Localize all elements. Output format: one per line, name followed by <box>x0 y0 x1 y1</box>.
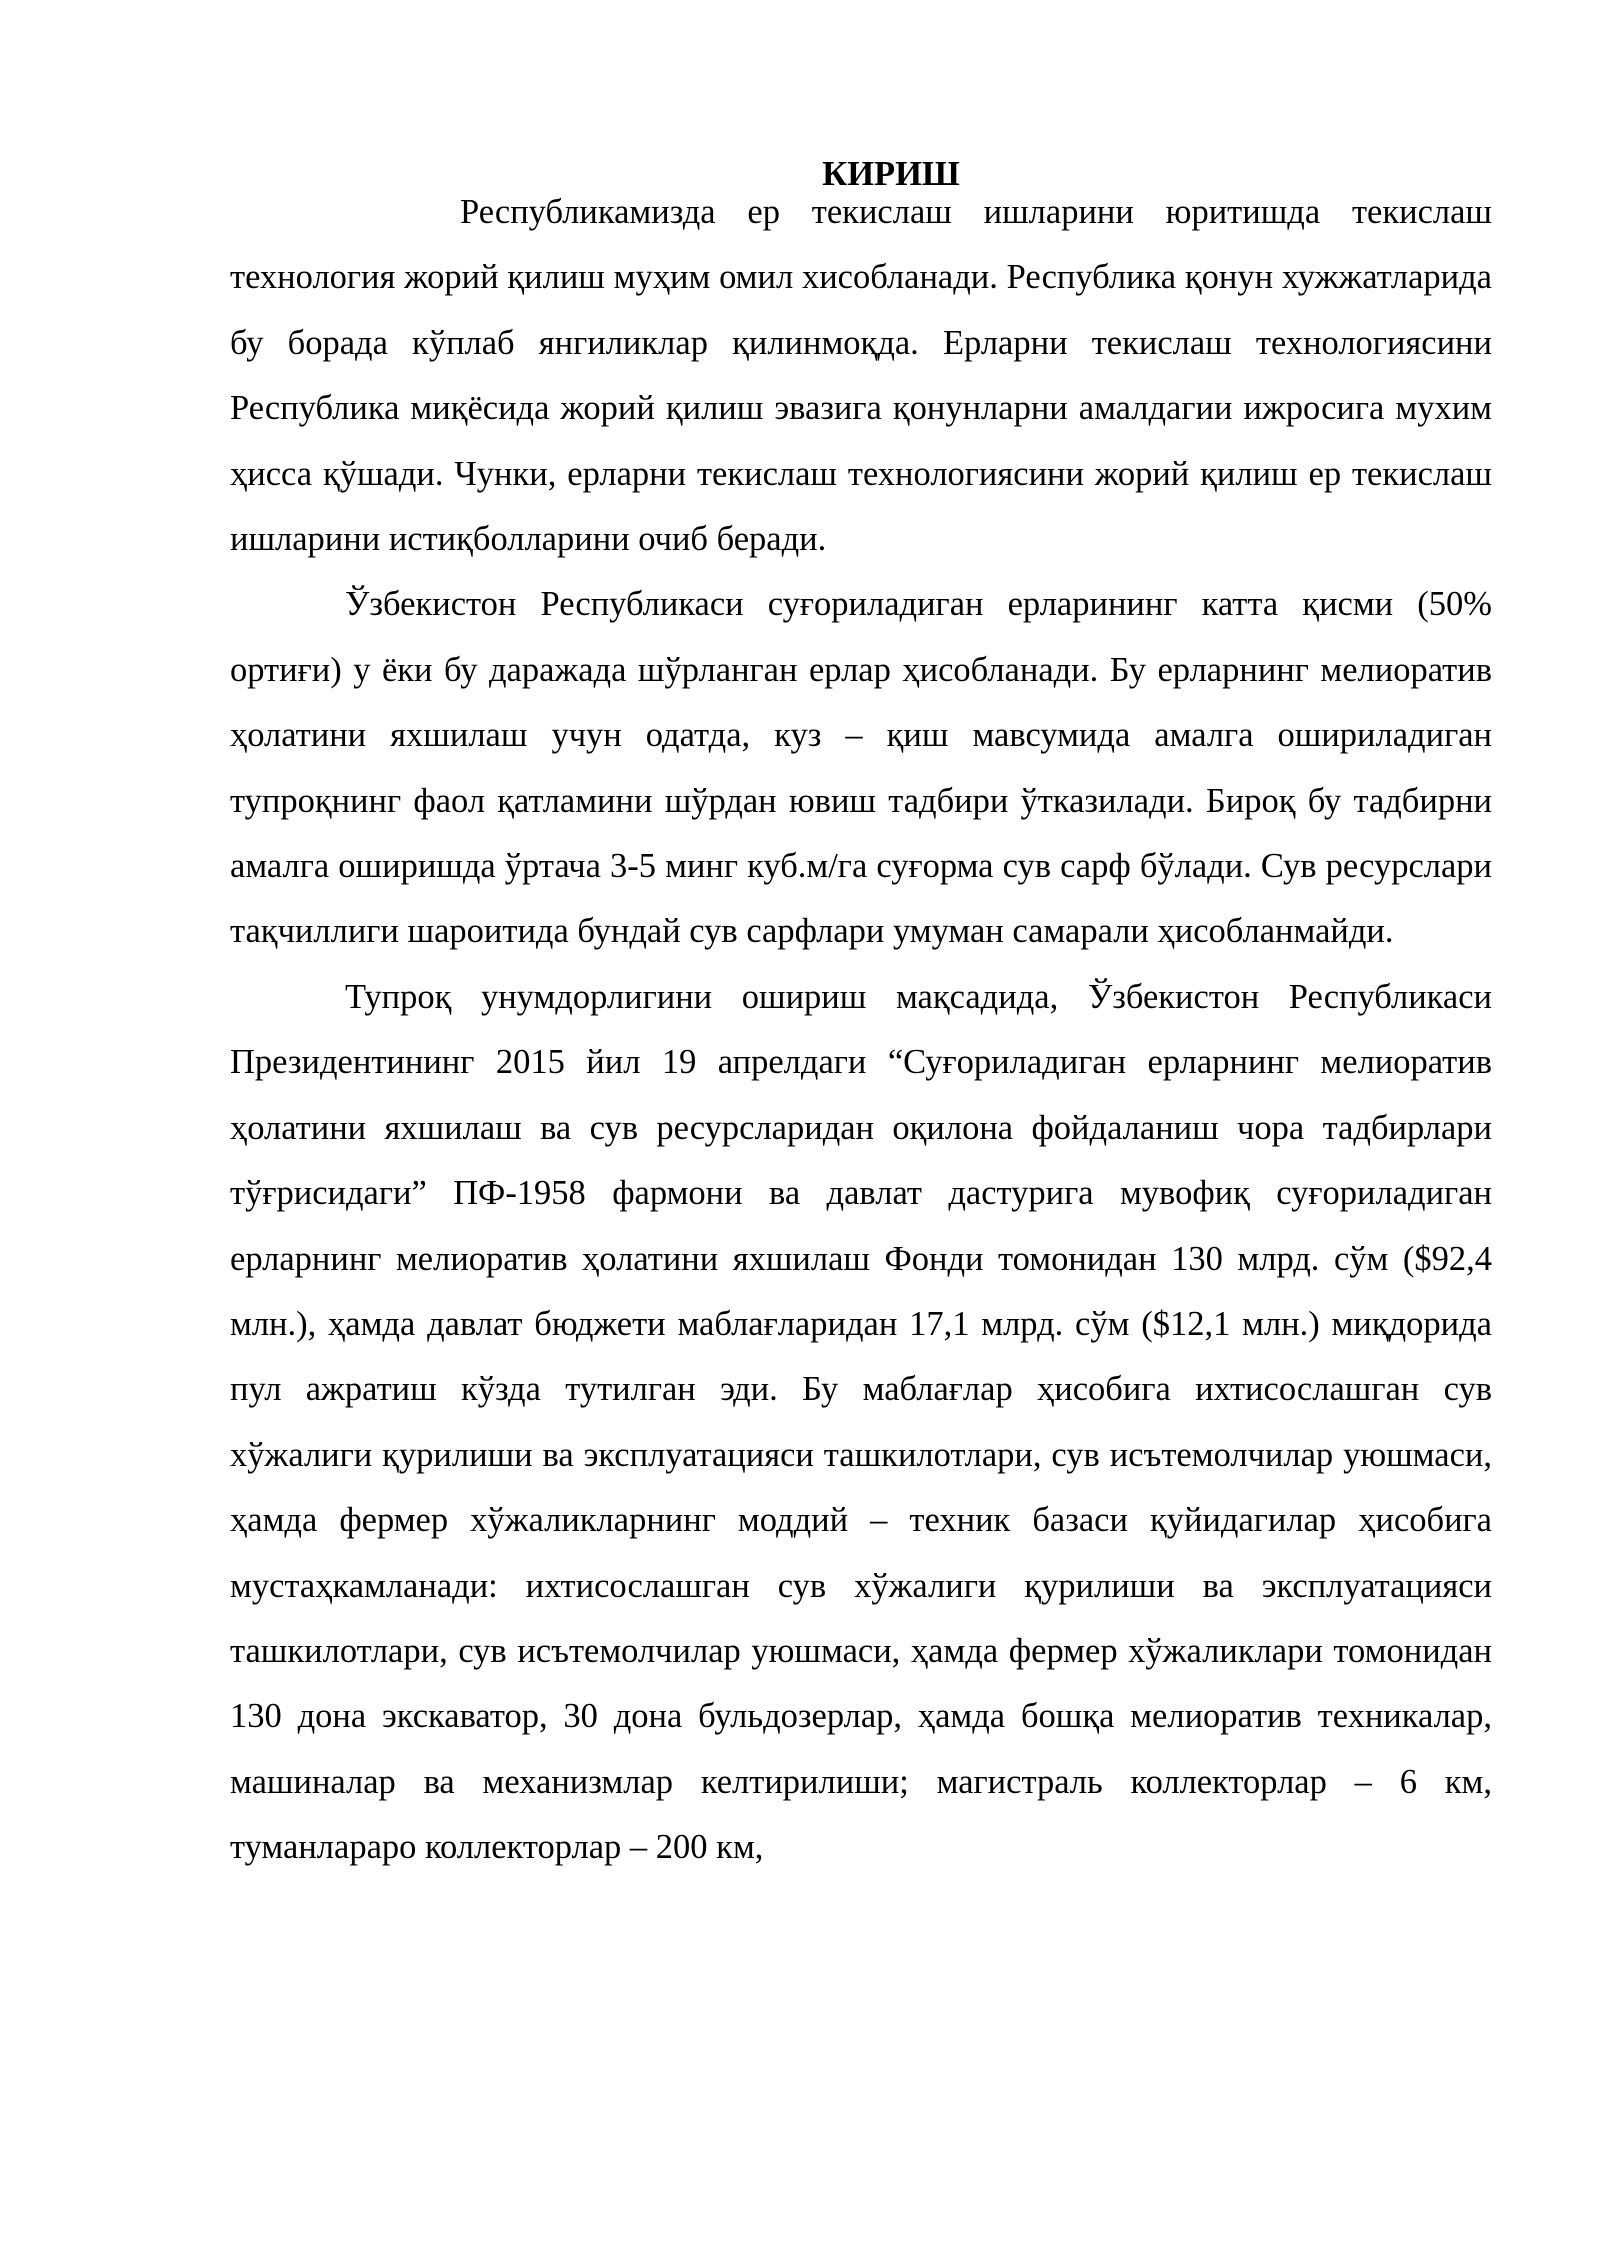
paragraph-1: Республикамизда ер текислаш ишларини юритишда текислаш технология жорий қилиш муҳим омил хисобланади. Республика қонун хужжатларида бу борада кўплаб янгиликлар қилинмоқда. Ерларни текислаш технологиясини Республика миқёсида жорий қилиш эвазига қонунларни амалдагии ижросига мухим ҳисса қўшади. Чунки, ерларни текислаш технологиясини жорий қилиш ер текислаш ишларини истиқболларини очиб беради. <box>230 193 1492 559</box>
document-body <box>230 150 1492 1881</box>
paragraph-3: Тупроқ унумдорлигини ошириш мақсадида, Ўзбекистон Республикаси Президентининг 2015 йил 19 апрелдаги “Суғориладиган ерларнинг мелиоратив ҳолатини яхшилаш ва сув ресурсларидан оқилона фойдаланиш чора тадбирлари тўғрисидаги” ПФ-1958 фармони ва давлат дастурига мувофиқ суғориладиган ерларнинг мелиоратив ҳолатини яхшилаш Фонди томонидан 130 млрд. сўм ($92,4 млн.), ҳамда давлат бюджети маблағларидан 17,1 млрд. сўм ($12,1 млн.) миқдорида пул ажратиш кўзда тутилган эди. Бу маблағлар ҳисобига ихтисослашган сув хўжалиги қурилиши ва эксплуатацияси ташкилотлари, сув исътемолчилар уюшмаси, ҳамда фермер хўжаликларнинг моддий – техник базаси қуйидагилар ҳисобига мустаҳкамланади: ихтисослашган сув хўжалиги қурилиши ва эксплуатацияси ташкилотлари, сув исътемолчилар уюшмаси, ҳамда фермер хўжаликлари томонидан 130 дона экскаватор, 30 дона бульдозерлар, ҳамда бошқа мелиоратив техникалар, машиналар ва механизмлар келтирилиши; магистраль коллекторлар – 6 км, туманлараро коллекторлар – 200 км, <box>230 977 1492 1867</box>
section-heading: КИРИШ <box>822 155 960 193</box>
paragraph-2: Ўзбекистон Республикаси суғориладиган ерларининг катта қисми (50% ортиғи) у ёки бу даражада шўрланган ерлар ҳисобланади. Бу ерларнинг мелиоратив ҳолатини яхшилаш учун одатда, куз – қиш мавсумида амалга ошириладиган тупроқнинг фаол қатламини шўрдан ювиш тадбири ўтказилади. Бироқ бу тадбирни амалга оширишда ўртача 3-5 минг куб.м/га суғорма сув сарф бўлади. Сув ресурслари тақчиллиги шароитида бундай сув сарфлари умуман самарали ҳисобланмайди. <box>230 585 1492 951</box>
